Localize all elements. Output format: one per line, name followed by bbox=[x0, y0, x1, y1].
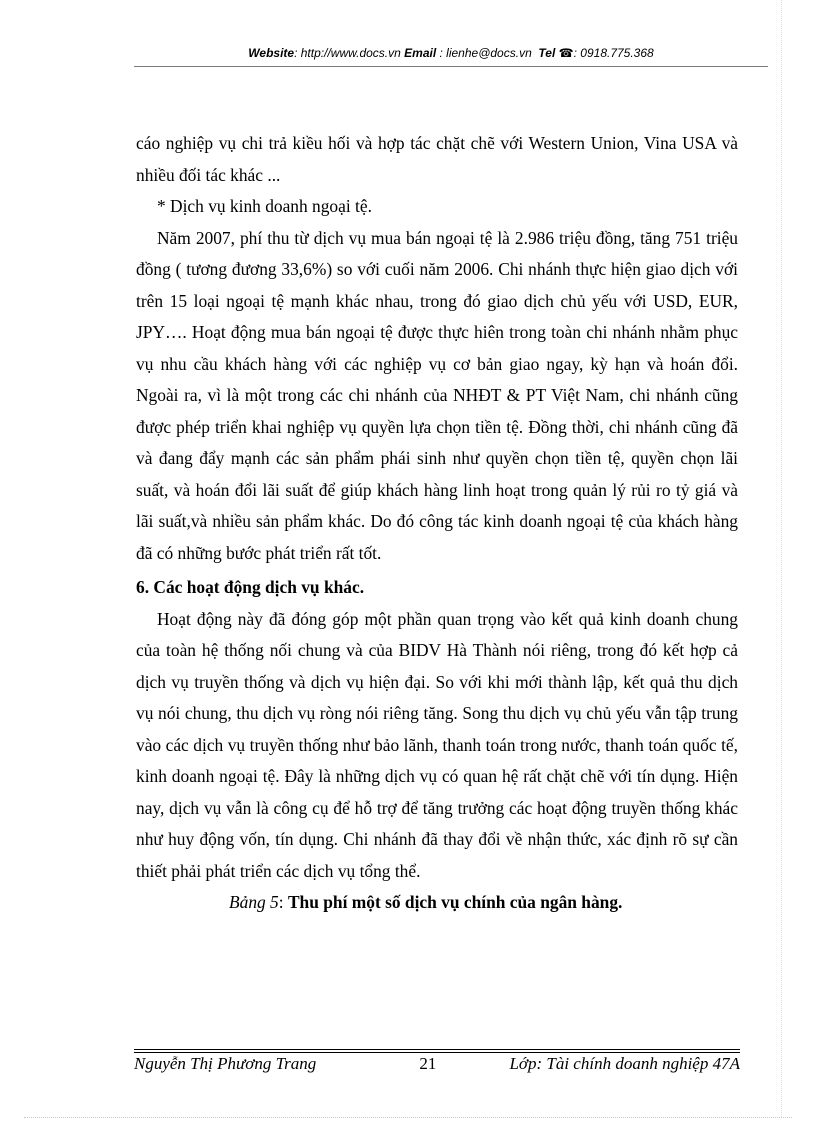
tel-label: Tel bbox=[538, 46, 556, 60]
website-url[interactable]: : http://www.docs.vn bbox=[294, 46, 401, 60]
section-heading: 6. Các hoạt động dịch vụ khác. bbox=[136, 577, 365, 597]
website-label: Website bbox=[248, 46, 295, 60]
table-caption bbox=[136, 887, 738, 919]
email-address[interactable]: : lienhe@docs.vn bbox=[436, 46, 532, 60]
footer-divider-bottom bbox=[134, 1052, 740, 1053]
caption-separator: : bbox=[278, 892, 288, 912]
class-info: Lớp: Tài chính doanh nghiệp 47A bbox=[509, 1054, 740, 1073]
page-number: 21 bbox=[419, 1054, 437, 1073]
page-header bbox=[134, 46, 768, 60]
document-body bbox=[136, 128, 738, 919]
header-divider bbox=[134, 66, 768, 67]
paragraph-other-services: Hoạt động này đã đóng góp một phần quan trọng vào kết quả kinh doanh chung của toàn hệ thống nối chung và của BIDV Hà Thành nói riêng, trong đó kết hợp cả dịch vụ truyền thống và dịch vụ hiện đại. So với khi mới thành lập, kết quả thu dịch vụ nói chung, thu dịch vụ ròng nói riêng tăng. Song thu dịch vụ chủ yếu vẫn tập trung vào các dịch vụ truyền thống như bảo lãnh, thanh toán trong nước, thanh toán quốc tế, kinh doanh ngoại tệ. Đây là những dịch vụ có quan hệ rất chặt chẽ với tín dụng. Hiện nay, dịch vụ vẫn là công cụ để hỗ trợ để tăng trưởng các hoạt động truyền thống khác như huy động vốn, tín dụng. Chi nhánh đã thay đổi về nhận thức, xác định rõ sự cần thiết phải phát triển các dịch vụ tổng thể. bbox=[136, 608, 738, 881]
paragraph-continuation: cáo nghiệp vụ chi trả kiều hối và hợp tác chặt chẽ với Western Union, Vina USA và nhiều đối tác khác ... bbox=[136, 133, 738, 185]
subsection-title: * Dịch vụ kinh doanh ngoại tệ. bbox=[157, 196, 372, 216]
author-name: Nguyễn Thị Phương Trang bbox=[134, 1054, 317, 1073]
email-label: Email bbox=[404, 46, 437, 60]
footer-divider-top bbox=[134, 1049, 740, 1050]
page-footer bbox=[134, 1054, 740, 1074]
page-bottom-edge bbox=[24, 1117, 792, 1118]
page-right-edge bbox=[781, 0, 782, 1117]
caption-label: Bảng 5 bbox=[229, 892, 279, 912]
paragraph-foreign-exchange: Năm 2007, phí thu từ dịch vụ mua bán ngoại tệ là 2.986 triệu đồng, tăng 751 triệu đồng ( tương đương 33,6%) so với cuối năm 2006. Chi nhánh thực hiện giao dịch với trên 15 loại ngoại tệ mạnh khác nhau, trong đó giao dịch chủ yếu với USD, EUR, JPY…. Hoạt động mua bán ngoại tệ được thực hiên trong toàn chi nhánh nhằm phục vụ nhu cầu khách hàng với các nghiệp vụ cơ bản giao ngay, kỳ hạn và hoán đổi. Ngoài ra, vì là một trong các chi nhánh của NHĐT & PT Việt Nam, chi nhánh cũng được phép triển khai nghiệp vụ quyền lựa chọn tiền tệ. Đồng thời, chi nhánh cũng đã và đang đẩy mạnh các sản phẩm phái sinh như quyền chọn tiền tệ, quyền chọn lãi suất, và hoán đổi lãi suất để giúp khách hàng linh hoạt trong quản lý rủi ro tỷ giá và lãi suất,và nhiều sản phẩm khác. Do đó công tác kinh doanh ngoại tệ của khách hàng đã có những bước phát triển rất tốt. bbox=[136, 227, 738, 563]
phone-icon: ☎ bbox=[558, 46, 574, 60]
caption-title: Thu phí một số dịch vụ chính của ngân hàng. bbox=[287, 892, 623, 912]
tel-number: : 0918.775.368 bbox=[573, 46, 654, 60]
